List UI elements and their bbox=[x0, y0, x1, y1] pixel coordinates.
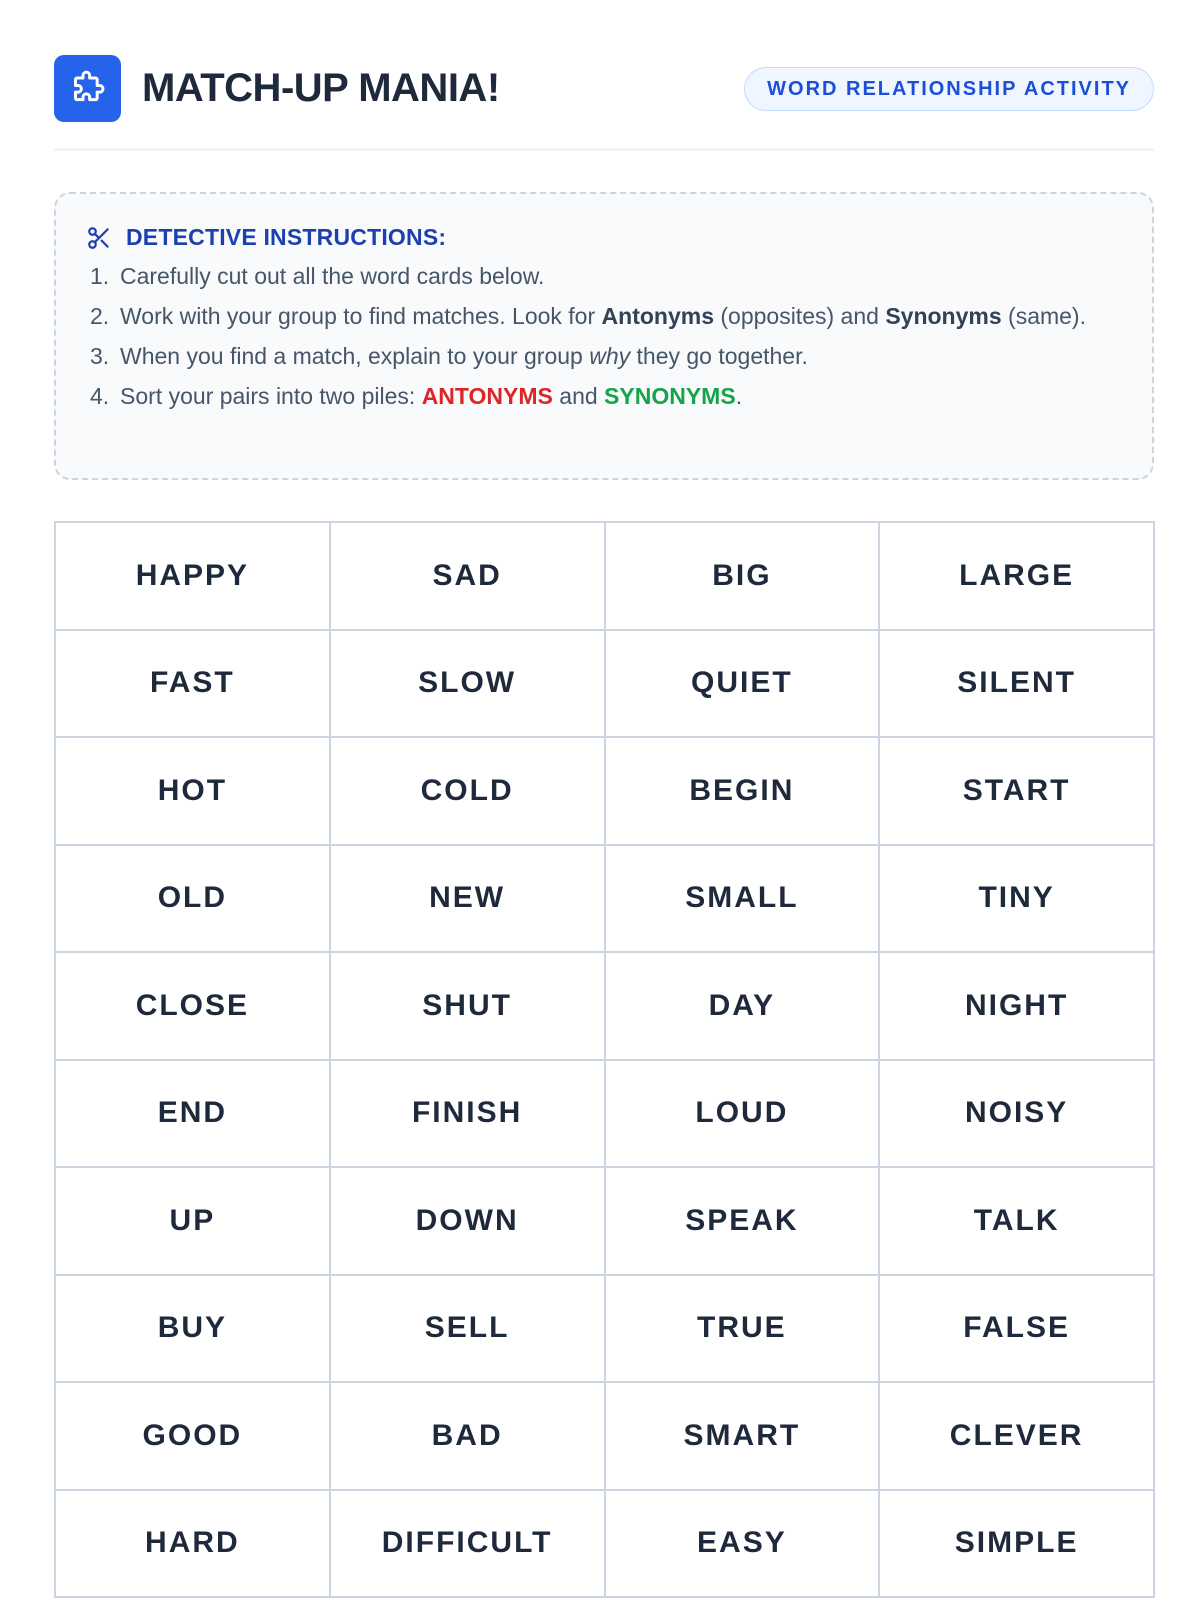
instruction-step bbox=[86, 299, 1118, 333]
instruction-step bbox=[86, 259, 1118, 293]
page-title: MATCH-UP MANIA! bbox=[142, 65, 500, 110]
step-text: Carefully cut out all the word cards below. bbox=[120, 263, 545, 289]
word-card[interactable]: CLEVER bbox=[880, 1383, 1155, 1491]
word-card[interactable]: START bbox=[880, 738, 1155, 846]
step-number: 2. bbox=[90, 303, 110, 329]
word-card[interactable]: TALK bbox=[880, 1168, 1155, 1276]
instructions-list bbox=[86, 259, 1118, 413]
word-card[interactable]: SHUT bbox=[331, 953, 606, 1061]
step-number: 4. bbox=[90, 383, 110, 409]
word-card[interactable]: TINY bbox=[880, 846, 1155, 954]
scissors-icon bbox=[86, 225, 112, 251]
word-card[interactable]: COLD bbox=[331, 738, 606, 846]
word-card[interactable]: UP bbox=[56, 1168, 331, 1276]
brand bbox=[54, 55, 500, 122]
word-card[interactable]: SAD bbox=[331, 523, 606, 631]
instruction-step bbox=[86, 379, 1118, 413]
header-divider bbox=[54, 148, 1154, 151]
word-card[interactable]: SMALL bbox=[606, 846, 881, 954]
word-card-grid bbox=[54, 521, 1155, 1598]
word-card[interactable]: HOT bbox=[56, 738, 331, 846]
word-card[interactable]: GOOD bbox=[56, 1383, 331, 1491]
step-text: and bbox=[552, 383, 605, 409]
antonyms-term: Antonyms bbox=[601, 303, 714, 329]
word-card[interactable]: HARD bbox=[56, 1491, 331, 1599]
word-card[interactable]: FINISH bbox=[331, 1061, 606, 1169]
puzzle-icon bbox=[54, 55, 121, 122]
word-card[interactable]: NIGHT bbox=[880, 953, 1155, 1061]
word-card[interactable]: BAD bbox=[331, 1383, 606, 1491]
word-card[interactable]: SMART bbox=[606, 1383, 881, 1491]
word-card[interactable]: TRUE bbox=[606, 1276, 881, 1384]
activity-badge: WORD RELATIONSHIP ACTIVITY bbox=[744, 67, 1154, 111]
word-card[interactable]: SILENT bbox=[880, 631, 1155, 739]
word-card[interactable]: DIFFICULT bbox=[331, 1491, 606, 1599]
word-card[interactable]: BEGIN bbox=[606, 738, 881, 846]
step-text: When you find a match, explain to your group bbox=[120, 343, 590, 369]
word-card[interactable]: DAY bbox=[606, 953, 881, 1061]
step-number: 1. bbox=[90, 263, 110, 289]
step-text: (opposites) and bbox=[713, 303, 886, 329]
word-card[interactable]: NOISY bbox=[880, 1061, 1155, 1169]
word-card[interactable]: NEW bbox=[331, 846, 606, 954]
word-card[interactable]: OLD bbox=[56, 846, 331, 954]
synonyms-term: Synonyms bbox=[885, 303, 1002, 329]
word-card[interactable]: SLOW bbox=[331, 631, 606, 739]
word-card[interactable]: FALSE bbox=[880, 1276, 1155, 1384]
instruction-step bbox=[86, 339, 1118, 373]
step-text: Sort your pairs into two piles: bbox=[120, 383, 422, 409]
word-card[interactable]: EASY bbox=[606, 1491, 881, 1599]
word-card[interactable]: LOUD bbox=[606, 1061, 881, 1169]
word-card[interactable]: LARGE bbox=[880, 523, 1155, 631]
instructions-heading-text: DETECTIVE INSTRUCTIONS: bbox=[126, 224, 447, 250]
step-number: 3. bbox=[90, 343, 110, 369]
emphasis-why: why bbox=[589, 343, 631, 369]
step-text: . bbox=[735, 383, 743, 409]
antonyms-pile-label: ANTONYMS bbox=[421, 383, 553, 409]
instructions-box bbox=[54, 192, 1154, 480]
word-card[interactable]: CLOSE bbox=[56, 953, 331, 1061]
step-text: (same). bbox=[1001, 303, 1086, 329]
word-card[interactable]: HAPPY bbox=[56, 523, 331, 631]
word-card[interactable]: QUIET bbox=[606, 631, 881, 739]
word-card[interactable]: BIG bbox=[606, 523, 881, 631]
header bbox=[54, 54, 1154, 122]
word-card[interactable]: DOWN bbox=[331, 1168, 606, 1276]
step-text: they go together. bbox=[630, 343, 808, 369]
word-card[interactable]: END bbox=[56, 1061, 331, 1169]
synonyms-pile-label: SYNONYMS bbox=[604, 383, 736, 409]
word-card[interactable]: BUY bbox=[56, 1276, 331, 1384]
word-card[interactable]: FAST bbox=[56, 631, 331, 739]
step-text: Work with your group to find matches. Look for bbox=[120, 303, 602, 329]
instructions-heading bbox=[86, 224, 1118, 251]
word-card[interactable]: SIMPLE bbox=[880, 1491, 1155, 1599]
word-card[interactable]: SELL bbox=[331, 1276, 606, 1384]
word-card[interactable]: SPEAK bbox=[606, 1168, 881, 1276]
